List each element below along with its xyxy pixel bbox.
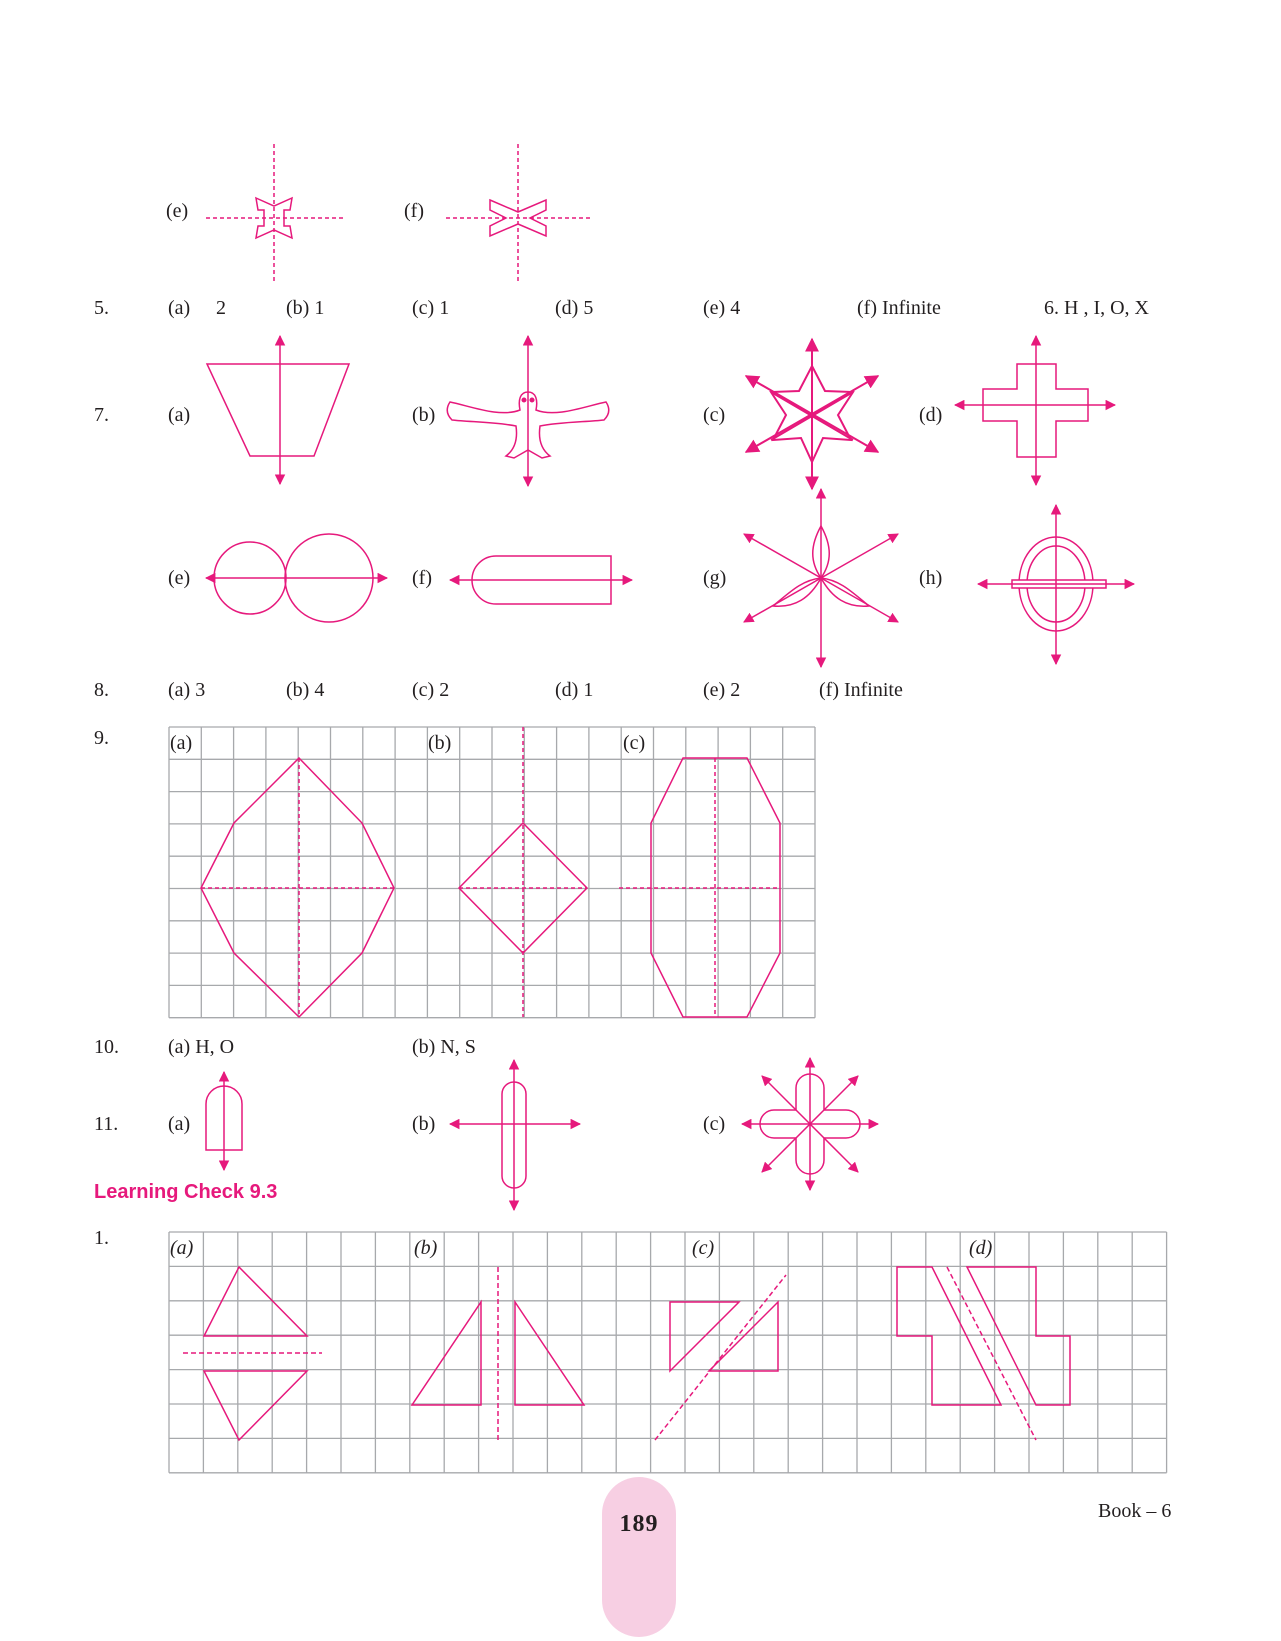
q7-b-label: (b) — [412, 404, 436, 426]
lc1-c-label: (c) — [692, 1237, 715, 1259]
q7-c-label: (c) — [703, 404, 726, 426]
q5-f-answer: (f) Infinite — [857, 297, 941, 319]
q7-f-figure — [450, 556, 632, 604]
q10-b-answer: (b) N, S — [412, 1036, 476, 1058]
lc1-number: 1. — [94, 1227, 109, 1249]
section-heading: Learning Check 9.3 — [94, 1181, 278, 1203]
q7-e-figure — [206, 534, 387, 622]
lc1-d-figure — [897, 1267, 1070, 1440]
lc1-d-label: (d) — [969, 1237, 993, 1259]
page-number: 189 — [619, 1511, 659, 1537]
q9-grid — [169, 727, 815, 1018]
q5-a-value: 2 — [216, 297, 226, 319]
q5-c-answer: (c) 1 — [412, 297, 450, 319]
q11-c-label: (c) — [703, 1113, 726, 1135]
q11-a-label: (a) — [168, 1113, 191, 1135]
q8-number: 8. — [94, 679, 109, 701]
q10-number: 10. — [94, 1036, 119, 1058]
q7-e-label: (e) — [168, 567, 191, 589]
q5-b-answer: (b) 1 — [286, 297, 325, 319]
q8-d-answer: (d) 1 — [555, 679, 594, 701]
q9-a-figure — [201, 758, 394, 1017]
q4-f-figure — [446, 144, 590, 284]
lc1-c-figure — [655, 1275, 786, 1440]
lc1-b-label: (b) — [414, 1237, 438, 1259]
q11-c-figure — [742, 1058, 878, 1190]
q9-a-label: (a) — [170, 732, 193, 754]
q7-d-label: (d) — [919, 404, 943, 426]
q8-f-answer: (f) Infinite — [819, 679, 903, 701]
q5-d-answer: (d) 5 — [555, 297, 594, 319]
q9-c-figure — [619, 758, 780, 1017]
q4-e-figure — [206, 144, 343, 284]
q9-b-figure — [459, 727, 587, 1017]
q7-number: 7. — [94, 404, 109, 426]
q7-c-figure — [746, 339, 878, 489]
q9-c-label: (c) — [623, 732, 646, 754]
q8-a-answer: (a) 3 — [168, 679, 206, 701]
q11-b-figure — [450, 1060, 580, 1210]
q5-number: 5. — [94, 297, 109, 319]
q9-b-label: (b) — [428, 732, 452, 754]
q8-e-answer: (e) 2 — [703, 679, 741, 701]
q11-b-label: (b) — [412, 1113, 436, 1135]
q7-f-label: (f) — [412, 567, 432, 589]
book-label: Book – 6 — [1098, 1500, 1172, 1522]
q8-c-answer: (c) 2 — [412, 679, 450, 701]
q11-a-figure — [206, 1072, 242, 1170]
q9-number: 9. — [94, 727, 109, 749]
q7-d-figure — [955, 336, 1115, 485]
q5-e-answer: (e) 4 — [703, 297, 741, 319]
q7-a-label: (a) — [168, 404, 191, 426]
q7-h-figure — [978, 505, 1134, 664]
page-number-tab — [602, 1477, 676, 1637]
q4-f-label: (f) — [404, 200, 424, 222]
q7-g-label: (g) — [703, 567, 727, 589]
q7-a-figure — [207, 336, 349, 484]
q11-number: 11. — [94, 1113, 119, 1135]
q7-b-figure — [447, 336, 609, 486]
q4-e-label: (e) — [166, 200, 189, 222]
lc1-b-figure — [412, 1267, 584, 1440]
q5-a-label: (a) — [168, 297, 191, 319]
q8-b-answer: (b) 4 — [286, 679, 325, 701]
q7-h-label: (h) — [919, 567, 943, 589]
q10-a-answer: (a) H, O — [168, 1036, 235, 1058]
q6-answer: 6. H , I, O, X — [1044, 297, 1149, 319]
lc1-grid — [169, 1232, 1167, 1473]
q7-g-figure — [744, 489, 898, 667]
lc1-a-label: (a) — [170, 1237, 194, 1259]
